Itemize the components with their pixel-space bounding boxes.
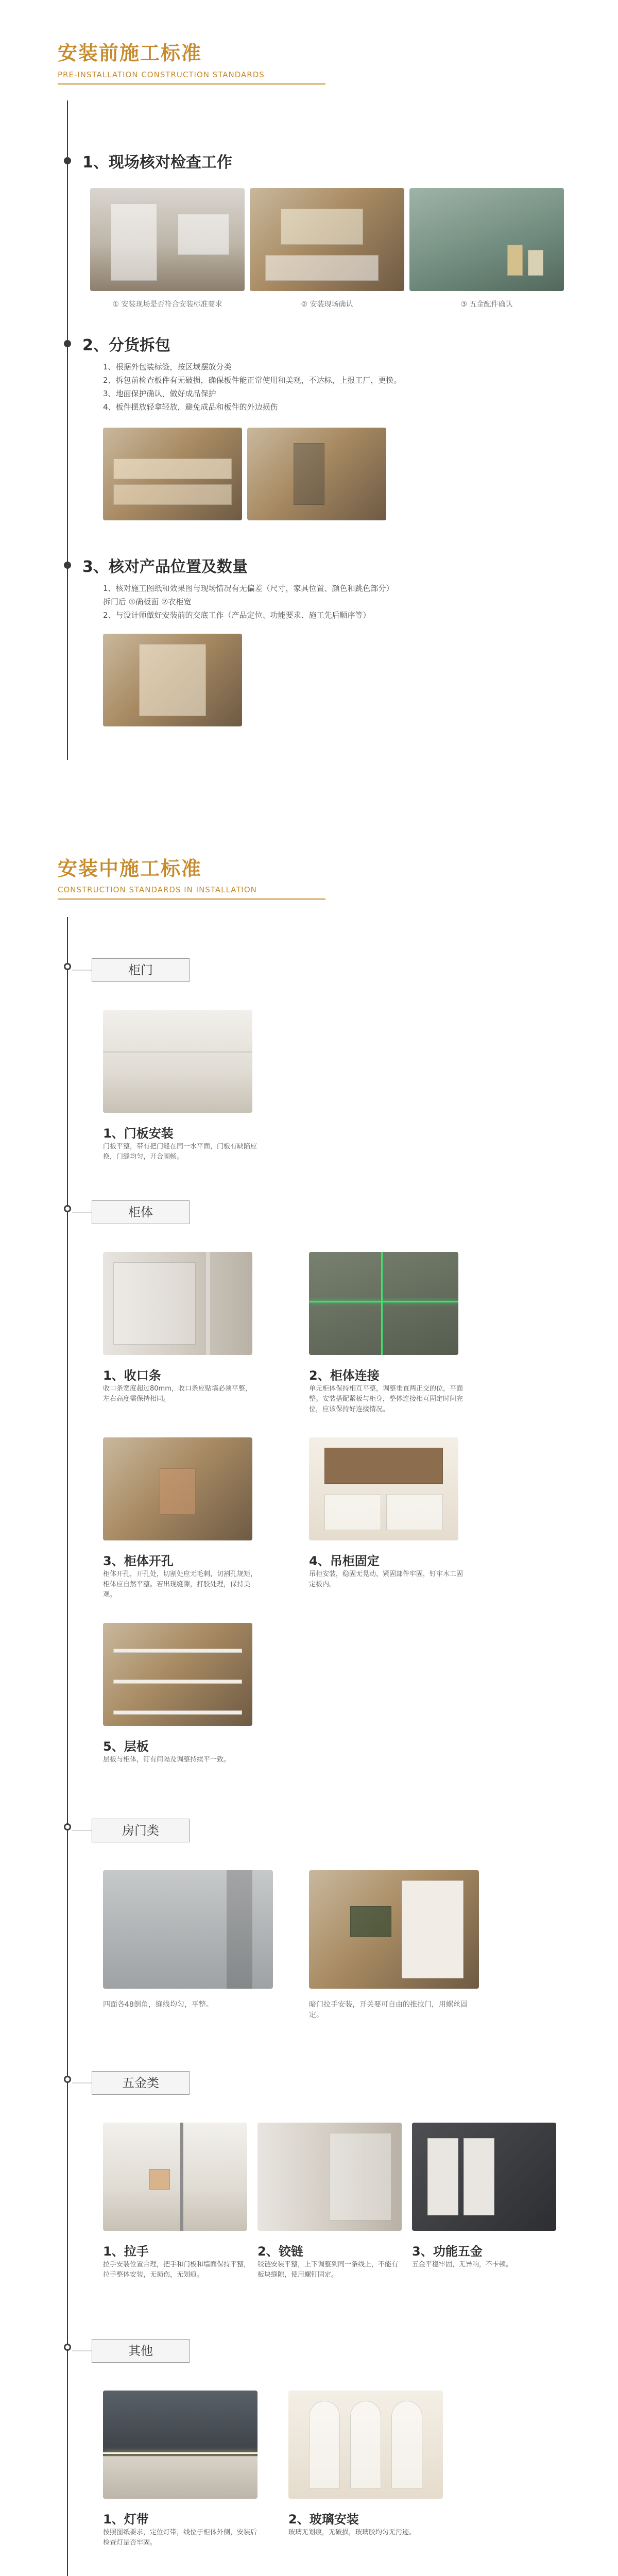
item-title: 1、收口条 [103, 1368, 161, 1383]
site-photo [250, 188, 404, 291]
item-title: 3、功能五金 [412, 2244, 483, 2259]
timeline-dot [64, 1823, 71, 1831]
step-bullet: 1、核对施工图纸和效果图与现场情况有无偏差（尺寸，家具位置、颜色和跳色部分） [103, 584, 394, 593]
item-title: 5、层板 [103, 1739, 149, 1754]
step-bullet: 拆门后 ①确板面 ②衣柜宽 [103, 597, 192, 606]
category-tag-room-door: 房门类 [92, 1819, 190, 1842]
glass-cabinet-photo [288, 2391, 443, 2499]
check-photo [103, 634, 242, 726]
tag-connector [72, 970, 93, 971]
item-title: 2、铰链 [258, 2244, 303, 2259]
item-title: 2、柜体连接 [309, 1368, 380, 1383]
step-bullet: 2、与设计师做好安装前的交底工作（产品定位、功能要求、施工先后顺序等） [103, 611, 371, 620]
step-title: 2、分货拆包 [82, 336, 170, 354]
photo-caption: 暗门拉手安装，开关要可自由的推拉门，用螺丝固定。 [309, 2001, 468, 2019]
step-bullet: 4、板件摆放轻拿轻放，避免成品和板件的外边损伤 [103, 402, 278, 412]
item-desc: 门板平整，带有把门缝在同一水平面，门板有缺陷应换，门缝均匀，开合顺畅。 [103, 1143, 258, 1161]
site-photo [409, 188, 564, 291]
room-door-hardware-photo [309, 1870, 479, 1989]
timeline-dot [64, 1205, 71, 1212]
timeline-dot [64, 562, 71, 569]
item-desc: 拉手安装位置合理，把手和门板和墙面保持平整，拉手整体安装，无损伤，无划痕。 [103, 2261, 251, 2279]
timeline-line [67, 917, 68, 2576]
step-bullet: 1、根据外包装标签，按区域摆放分类 [103, 362, 232, 371]
item-desc: 收口条宽度超过80mm，收口条应贴墙必须平整，左右高度需保持相同。 [103, 1385, 252, 1403]
item-title: 2、玻璃安装 [288, 2512, 359, 2527]
item-title: 1、门板安装 [103, 1126, 174, 1141]
photo-caption: 四面各48倒角，缝线均匀，平整。 [103, 2001, 213, 2009]
item-desc: 铰链安装平整，上下调整到同一条线上，不能有板块缝隙，使用螺钉固定。 [258, 2261, 399, 2279]
step-bullet: 2、拆包前检查板件有无破损，确保板件能正常使用和美观，不达标，上报工厂，更换。 [103, 376, 402, 385]
function-hardware-photo [412, 2123, 556, 2231]
section-title: 安装中施工标准 [58, 857, 202, 880]
unpack-photo [247, 428, 386, 520]
item-title: 1、拉手 [103, 2244, 149, 2259]
category-tag-cabinet-door: 柜门 [92, 958, 190, 982]
step-bullet: 3、地面保护确认，做好成品保护 [103, 389, 216, 398]
room-door-photo [103, 1870, 273, 1989]
item-desc: 玻璃无划痕，无破损，玻璃胶均匀无污迹。 [288, 2529, 416, 2536]
shelf-photo [103, 1623, 252, 1726]
timeline-dot [64, 963, 71, 970]
item-title: 1、灯带 [103, 2512, 149, 2527]
photo-caption: ③ 五金配件确认 [460, 300, 513, 309]
light-strip-photo [103, 2391, 258, 2499]
unpack-photo [103, 428, 242, 520]
handle-photo [103, 2123, 247, 2231]
section-rule [58, 83, 325, 84]
cabinet-connect-photo [309, 1252, 458, 1355]
photo-caption: ① 安装现场是否符合安装标准要求 [112, 300, 222, 309]
section-subtitle: CONSTRUCTION STANDARDS IN INSTALLATION [58, 885, 257, 894]
item-desc: 柜体开孔，开孔处，切割处应无毛刺，切割孔规矩，柜体应自然平整。若出现缝隙，打胶处理，保持美观。 [103, 1570, 258, 1599]
step-title: 1、现场核对检查工作 [82, 154, 232, 172]
timeline-dot [64, 2344, 71, 2351]
wall-cabinet-photo [309, 1437, 458, 1540]
tag-connector [72, 1830, 93, 1831]
section-title: 安装前施工标准 [58, 42, 202, 64]
tag-connector [72, 2082, 93, 2083]
category-tag-hardware: 五金类 [92, 2071, 190, 2095]
timeline-line [67, 100, 68, 760]
item-title: 4、吊柜固定 [309, 1554, 380, 1568]
door-panel-photo [103, 1010, 252, 1113]
step-title: 3、核对产品位置及数量 [82, 558, 248, 576]
tag-connector [72, 1212, 93, 1213]
timeline-dot [64, 340, 71, 347]
trim-strip-photo [103, 1252, 252, 1355]
item-desc: 层板与柜体，钉有间隔及调整持续平一致。 [103, 1756, 231, 1764]
category-tag-other: 其他 [92, 2339, 190, 2363]
item-desc: 单元柜体保持相互平整，调整垂直两正交的位，平面整。安装搭配紧板与柜身，整体连接相互固定时间完位，应该保持好连接情况。 [309, 1385, 464, 1413]
site-photo [90, 188, 245, 291]
item-title: 3、柜体开孔 [103, 1554, 174, 1568]
timeline-dot [64, 157, 71, 164]
timeline-dot [64, 2076, 71, 2083]
item-desc: 五金平稳牢固，无异响，不卡顿。 [412, 2261, 513, 2268]
section-rule [58, 899, 325, 900]
drill-hole-photo [103, 1437, 252, 1540]
category-tag-cabinet: 柜体 [92, 1200, 190, 1224]
item-desc: 按照图纸要求，定位灯带，线位于柜体外侧，安装后检查灯是否牢固。 [103, 2529, 258, 2547]
tag-connector [72, 2350, 93, 2351]
photo-caption: ② 安装现场确认 [301, 300, 353, 309]
item-desc: 吊柜安装，稳固无晃动，紧固部件牢固，钉牢木工固定板内。 [309, 1570, 464, 1588]
section-subtitle: PRE-INSTALLATION CONSTRUCTION STANDARDS [58, 70, 265, 79]
hinge-photo [258, 2123, 402, 2231]
